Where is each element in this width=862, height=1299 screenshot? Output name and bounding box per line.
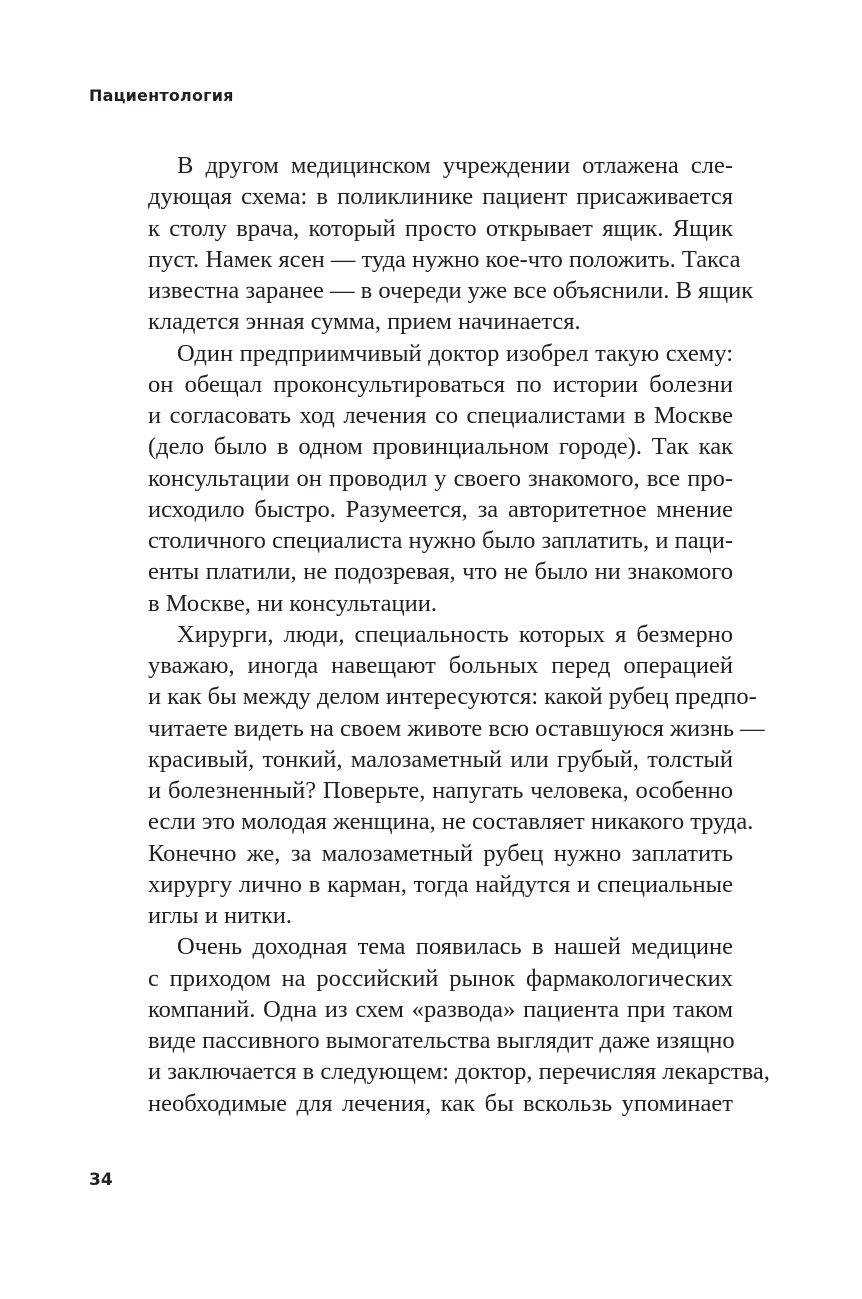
- text-line: и болезненный? Поверьте, напугать человека, особенно: [148, 777, 733, 804]
- text-line: хирургу лично в карман, тогда найдутся и специальные: [148, 870, 733, 898]
- text-line: если это молодая женщина, не составляет никакого труда.: [148, 808, 754, 836]
- text-line: кладется энная сумма, прием начинается.: [148, 308, 581, 336]
- text-line: Очень доходная тема появилась в нашей медицине: [177, 933, 733, 961]
- text-line: (дело было в одном провинциальном городе). Так как: [148, 433, 733, 461]
- text-line: виде пассивного вымогательства выглядит даже изящно: [148, 1027, 735, 1054]
- text-line: уважаю, иногда навещают больных перед операцией: [148, 652, 733, 679]
- text-line: Конечно же, за малозаметный рубец нужно заплатить: [148, 839, 733, 867]
- text-line: В другом медицинском учреждении отлажена сле-: [177, 152, 733, 179]
- text-line: к столу врача, который просто открывает ящик. Ящик: [148, 214, 733, 242]
- body-text: [148, 150, 770, 1119]
- text-line: консультации он проводил у своего знакомого, все про-: [148, 464, 733, 492]
- text-line: енты платили, не подозревая, что не было ни знакомого: [148, 558, 733, 586]
- text-line: дующая схема: в поликлинике пациент присаживается: [148, 183, 733, 211]
- text-line: исходило быстро. Разумеется, за авторитетное мнение: [148, 495, 733, 523]
- running-header: Пациентология: [89, 86, 234, 105]
- text-line: столичного специалиста нужно было заплатить, и паци-: [148, 527, 733, 554]
- text-line: необходимые для лечения, как бы вскользь упоминает: [148, 1089, 733, 1117]
- text-line: иглы и нитки.: [148, 902, 293, 929]
- text-line: Хирурги, люди, специальность которых я безмерно: [177, 620, 733, 648]
- text-line: известна заранее — в очереди уже все объяснили. В ящик: [148, 277, 754, 304]
- text-line: красивый, тонкий, малозаметный или грубый, толстый: [148, 745, 733, 773]
- text-line: Один предприимчивый доктор изобрел такую схему:: [177, 339, 733, 367]
- text-line: и согласовать ход лечения со специалистами в Москве: [148, 402, 733, 429]
- text-line: в Москве, ни консультации.: [148, 589, 437, 617]
- text-line: и заключается в следующем: доктор, перечисляя лекарства,: [148, 1058, 770, 1086]
- text-line: и как бы между делом интересуются: какой рубец предпо-: [148, 683, 757, 711]
- text-line: читаете видеть на своем животе всю оставшуюся жизнь —: [148, 714, 765, 742]
- text-line: пуст. Намек ясен — туда нужно кое-что положить. Такса: [148, 245, 741, 273]
- text-line: с приходом на российский рынок фармакологических: [148, 964, 733, 992]
- page-number: 34: [89, 1170, 113, 1190]
- text-line: он обещал проконсультироваться по истории болезни: [148, 370, 733, 398]
- text-line: компаний. Одна из схем «развода» пациента при таком: [148, 995, 733, 1023]
